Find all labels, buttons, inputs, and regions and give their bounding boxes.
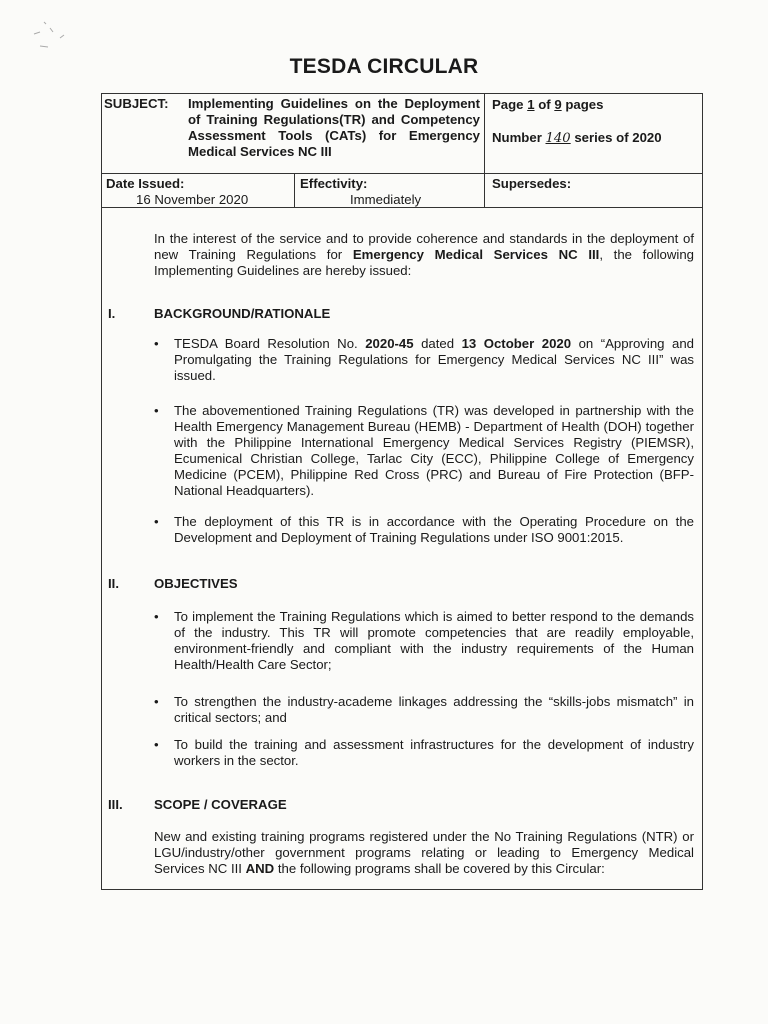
effectivity-label: Effectivity: [300,176,368,191]
circular-frame [101,93,703,890]
subject-label: SUBJECT: [104,96,169,111]
date-issued-label: Date Issued: [106,176,185,191]
subject-text: Implementing Guidelines on the Deployment of Training Regulations(TR) and Competency Assessment Tools (CATs) for Emergency Medical Services NC III [188,96,480,159]
page-total: 9 [554,97,562,112]
subject-cell [104,96,480,160]
date-issued-cell [106,176,292,208]
effectivity-value: Immediately [350,192,422,207]
effectivity-cell [300,176,482,208]
list-item: • The deployment of this TR is in accordance with the Operating Procedure on the Development and Deployment of Training Regulations under ISO 9001:2015. [154,514,694,545]
date-issued-value: 16 November 2020 [136,192,249,207]
section-heading-objectives: II. OBJECTIVES [108,576,238,591]
list-item: • TESDA Board Resolution No. 2020-45 dated 13 October 2020 on “Approving and Promulgating the Training Regulations for Emergency Medical Services NC III” was issued. [154,336,694,383]
list-item: • To implement the Training Regulations which is aimed to better respond to the demands of the industry. This TR will promote competencies that are readily employable, environment-friendly and compliant with the industry requirements of the Human Health/Health Care Sector; [154,609,694,672]
page-current: 1 [527,97,535,112]
list-item: • To strengthen the industry-academe linkages addressing the “skills-jobs mismatch” in critical sectors; and [154,694,694,725]
circular-number: Number 140 series of 2020 [492,130,662,146]
section-heading-background: I. BACKGROUND/RATIONALE [108,306,331,321]
list-item: • The abovementioned Training Regulations (TR) was developed in partnership with the Health Emergency Management Bureau (HEMB) - Department of Health (DOH) together with the Philippine International Emergency Medical Services Registry (PIEMSR), Ecumenical Christian College, Tarlac City (ECC), Philippine College of Emergency Medicine (PCEM), Philippine Red Cross (PRC) and Bureau of Fire Protection (BFP-National Headquarters). [154,403,694,498]
intro-paragraph: In the interest of the service and to provide coherence and standards in the deployment of new Training Regulations for Emergency Medical Services NC III, the following Implementing Guidelines are hereby issued: [154,231,694,278]
circular-number-value: 140 [545,131,571,146]
list-item: • To build the training and assessment infrastructures for the development of industry workers in the sector. [154,737,694,768]
section-heading-scope: III. SCOPE / COVERAGE [108,797,287,812]
page-count: Page 1 of 9 pages [492,97,604,112]
scope-paragraph: New and existing training programs registered under the No Training Regulations (NTR) or LGU/industry/other government programs relating or leading to Emergency Medical Services NC III AND the following programs shall be covered by this Circular: [154,829,694,876]
supersedes-label: Supersedes: [492,176,572,191]
document-title: TESDA CIRCULAR [289,55,479,78]
